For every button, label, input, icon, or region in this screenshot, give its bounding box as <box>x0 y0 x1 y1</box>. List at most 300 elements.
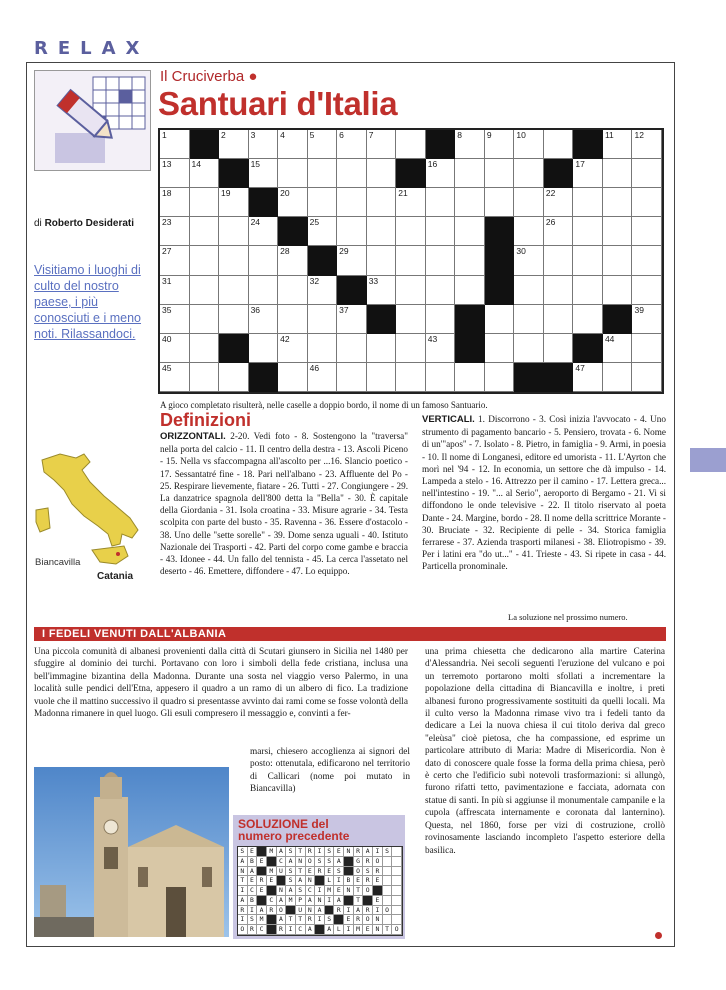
crossword-cell <box>160 217 190 246</box>
crossword-cell <box>190 188 220 217</box>
solution-cell: O <box>392 925 402 935</box>
solution-cell: O <box>383 906 393 916</box>
crossword-cell <box>337 363 367 392</box>
clue-number: 19 <box>221 188 231 199</box>
crossword-cell <box>573 188 603 217</box>
solution-cell: T <box>383 925 393 935</box>
map-label-town: Biancavilla <box>35 557 81 568</box>
solution-cell: I <box>238 915 248 925</box>
crossword-cell <box>160 305 190 334</box>
crossword-cell <box>308 130 338 159</box>
solution-cell: N <box>296 857 306 867</box>
solution-cell <box>383 876 393 886</box>
crossword-cell <box>544 276 574 305</box>
clue-number: 32 <box>309 275 320 286</box>
solution-cell: I <box>373 906 383 916</box>
clue-number: 28 <box>280 246 290 257</box>
clue-number: 9 <box>486 130 492 140</box>
author-line: di Roberto Desiderati <box>34 218 135 229</box>
crossword-cell <box>544 334 574 363</box>
solution-cell: S <box>325 857 335 867</box>
solution-cell <box>267 925 277 935</box>
solution-cell: S <box>325 847 335 857</box>
crossword-cell <box>219 334 249 363</box>
clue-number: 8 <box>457 130 463 140</box>
orizzontali-text: ORIZZONTALI. 2-20. Vedi foto - 8. Sostengono la "traversa" nella porta del calcio - 11. Il centro della destra - 13. Ascoli Piceno - 15. Nella vs sfaccompagna all'ascolto per ...16. Slancio poetico - 17. Sessantatré fine - 18. Pari nell'albano - 23. Affluente del Po - 25. Respirare lievemente, fiatare - 26. Tutti - 27. Congiungere - 29. La danzatrice spagnola dell'800 detta la "Bella" - 30. È capitale della Giordania - 31. Isola croatina - 33. Misure agrarie - 34. Testa scolpita con parte del busto - 35. Ravenna - 36. Essere d'ostacolo - 38. Uno delle "sette sorelle" - 39. Dome senza uguali - 40. Istituto Nazionale dei Trasporti - 42. Parti del corpo come gambe e braccia - 43. Idonee - 44. Un fallo del tennista - 45. La cerca l'assetato nel deserto - 46. Emettere, diffondere - 47. Lo equippo. <box>160 431 408 577</box>
crossword-cell <box>278 363 308 392</box>
solution-cell: O <box>238 925 248 935</box>
solution-cell: E <box>334 847 344 857</box>
solution-cell: A <box>363 847 373 857</box>
crossword-cell <box>632 363 662 392</box>
solution-cell: N <box>277 886 287 896</box>
crossword-cell <box>396 305 426 334</box>
crossword-cell <box>190 130 220 159</box>
clue-number: 13 <box>162 159 172 170</box>
solution-cell <box>383 886 393 896</box>
solution-cell: A <box>334 896 344 906</box>
verticali-text: VERTICALI. 1. Discorrono - 3. Così inizia l'avvocato - 4. Uno strumento di pagamento bancario - 5. Pensiero, trovata - 6. Nome di un'"apos" - 7. Isolato - 8. Pietro, in famiglia - 9. Armi, in poesia - 10. Il nome di Longanesi, editore ed umorista - 11. L'Ayrton che morì nel '94 - 12. In economia, un settore che dà impulso - 14. Lampeda a stelo - 16. Attrezzo per il camino - 17. Lettera greca... nell'intestino - 19. "... al Serio", aeroporto di Bergamo - 21. Vi si diffondono le onde televisive - 22. Il titolo riservato al poeta Dante - 24. Margine, bordo - 28. Il nome della scrittrice Morante - 30. Bruciate - 32. Recipiente di pelle - 34. Storica famiglia ferrarese - 37. Azienda trasporti milanesi - 38. Eliotropismo - 39. Per i latini era "do ut..." - 41. Trieste - 43. Si ripete in casa - 44. Particella pronominale. <box>422 414 666 572</box>
crossword-cell <box>160 276 190 305</box>
crossword-cell <box>249 276 279 305</box>
solution-cell: A <box>334 857 344 867</box>
crossword-cell <box>396 217 426 246</box>
solution-note: La soluzione nel prossimo numero. <box>508 612 628 622</box>
crossword-cell <box>367 305 397 334</box>
solution-cell: R <box>363 906 373 916</box>
crossword-cell <box>249 246 279 275</box>
solution-cell: A <box>286 857 296 867</box>
crossword-cell <box>278 130 308 159</box>
crossword-pencil-icon <box>34 70 151 171</box>
crossword-cell <box>485 334 515 363</box>
solution-cell <box>315 876 325 886</box>
solution-cell: I <box>315 847 325 857</box>
solution-cell: S <box>286 876 296 886</box>
crossword-cell <box>337 305 367 334</box>
crossword-grid <box>158 128 664 394</box>
crossword-cell <box>367 130 397 159</box>
crossword-cell <box>278 188 308 217</box>
solution-cell: E <box>257 886 267 896</box>
clue-number: 35 <box>162 304 172 315</box>
crossword-cell <box>219 159 249 188</box>
crossword-cell <box>544 130 574 159</box>
solution-cell: R <box>248 925 258 935</box>
solution-cell: A <box>325 925 335 935</box>
solution-cell <box>383 857 393 867</box>
clue-number: 39 <box>634 304 644 315</box>
solution-cell: B <box>344 876 354 886</box>
crossword-cell <box>544 305 574 334</box>
crossword-cell <box>337 334 367 363</box>
crossword-cell <box>396 130 426 159</box>
solution-cell <box>315 925 325 935</box>
crossword-cell <box>249 217 279 246</box>
clue-number: 16 <box>427 159 438 170</box>
solution-cell <box>392 886 402 896</box>
page-edge-tab <box>690 448 726 472</box>
solution-cell <box>373 886 383 896</box>
crossword-cell <box>485 246 515 275</box>
crossword-cell <box>426 159 456 188</box>
crossword-cell <box>485 130 515 159</box>
solution-cell: I <box>334 876 344 886</box>
crossword-cell <box>219 246 249 275</box>
crossword-cell <box>367 188 397 217</box>
solution-cell: N <box>238 867 248 877</box>
clue-number: 29 <box>339 246 349 257</box>
solution-cell: S <box>296 886 306 896</box>
solution-cell: E <box>363 925 373 935</box>
clue-number: 2 <box>221 130 226 140</box>
solution-cell: A <box>238 857 248 867</box>
solution-cell: A <box>296 876 306 886</box>
crossword-cell <box>249 334 279 363</box>
crossword-cell <box>426 130 456 159</box>
crossword-cell <box>573 305 603 334</box>
crossword-cell <box>367 246 397 275</box>
solution-cell <box>392 896 402 906</box>
crossword-cell <box>603 276 633 305</box>
solution-cell: R <box>363 876 373 886</box>
solution-cell: C <box>248 886 258 896</box>
crossword-cell <box>426 188 456 217</box>
solution-cell: R <box>277 925 287 935</box>
solution-cell: S <box>334 867 344 877</box>
solution-cell: R <box>354 915 364 925</box>
crossword-cell <box>632 334 662 363</box>
crossword-cell <box>485 363 515 392</box>
solution-cell: A <box>248 867 258 877</box>
crossword-cell <box>337 217 367 246</box>
solution-cell: I <box>373 847 383 857</box>
crossword-cell <box>367 363 397 392</box>
solution-cell <box>344 896 354 906</box>
solution-cell: C <box>296 925 306 935</box>
crossword-cell <box>514 276 544 305</box>
clue-number: 40 <box>162 333 172 344</box>
solution-cell: S <box>363 867 373 877</box>
crossword-cell <box>632 130 662 159</box>
crossword-cell <box>455 246 485 275</box>
crossword-cell <box>485 276 515 305</box>
crossword-cell <box>367 276 397 305</box>
solution-cell: I <box>315 915 325 925</box>
solution-cell: C <box>267 896 277 906</box>
clue-number: 47 <box>575 362 585 373</box>
solution-cell: I <box>325 896 335 906</box>
solution-title: SOLUZIONE del numero precedente <box>238 817 350 843</box>
solution-cell <box>383 915 393 925</box>
clue-number: 24 <box>250 217 261 228</box>
crossword-cell <box>337 130 367 159</box>
solution-cell: R <box>306 847 316 857</box>
solution-cell: O <box>373 857 383 867</box>
solution-cell: A <box>354 906 364 916</box>
crossword-cell <box>337 246 367 275</box>
solution-cell: E <box>334 886 344 896</box>
solution-cell: P <box>296 896 306 906</box>
crossword-cell <box>573 334 603 363</box>
solution-cell: T <box>296 847 306 857</box>
clue-number: 6 <box>339 130 344 140</box>
crossword-cell <box>308 246 338 275</box>
solution-cell: O <box>363 915 373 925</box>
solution-cell <box>277 876 287 886</box>
solution-cell: M <box>354 925 364 935</box>
clue-number: 4 <box>280 130 285 140</box>
clue-number: 18 <box>162 188 172 199</box>
crossword-cell <box>455 217 485 246</box>
crossword-cell <box>603 217 633 246</box>
definitions-title: Definizioni <box>160 410 251 430</box>
crossword-cell <box>160 334 190 363</box>
basilica-photo <box>34 767 229 937</box>
crossword-cell <box>514 305 544 334</box>
crossword-cell <box>426 246 456 275</box>
clue-number: 27 <box>162 246 172 257</box>
solution-cell <box>392 857 402 867</box>
crossword-cell <box>544 363 574 392</box>
crossword-cell <box>249 159 279 188</box>
solution-cell: A <box>257 906 267 916</box>
clue-number: 21 <box>398 188 408 199</box>
crossword-cell <box>426 334 456 363</box>
solution-cell <box>383 896 393 906</box>
crossword-cell <box>426 305 456 334</box>
crossword-cell <box>632 188 662 217</box>
crossword-cell <box>249 363 279 392</box>
solution-cell: S <box>248 915 258 925</box>
solution-cell: T <box>286 915 296 925</box>
solution-cell: L <box>334 925 344 935</box>
solution-cell: E <box>344 915 354 925</box>
solution-cell: G <box>354 857 364 867</box>
crossword-cell <box>455 276 485 305</box>
crossword-cell <box>190 305 220 334</box>
crossword-cell <box>190 334 220 363</box>
clue-number: 46 <box>309 362 320 373</box>
clue-number: 3 <box>250 130 256 140</box>
solution-cell: A <box>315 906 325 916</box>
solution-cell: E <box>373 876 383 886</box>
crossword-cell <box>544 188 574 217</box>
crossword-cell <box>160 363 190 392</box>
crossword-cell <box>632 159 662 188</box>
solution-cell <box>334 915 344 925</box>
solution-cell: C <box>306 886 316 896</box>
crossword-cell <box>308 334 338 363</box>
crossword-cell <box>308 363 338 392</box>
clue-number: 10 <box>516 130 526 140</box>
solution-cell <box>257 867 267 877</box>
solution-cell: R <box>334 906 344 916</box>
solution-cell: U <box>277 867 287 877</box>
crossword-cell <box>396 246 426 275</box>
clue-number: 5 <box>309 130 315 140</box>
solution-cell: N <box>306 906 316 916</box>
solution-cell: O <box>354 867 364 877</box>
solution-cell: I <box>238 886 248 896</box>
crossword-cell <box>160 159 190 188</box>
solution-cell: M <box>257 915 267 925</box>
crossword-cell <box>485 159 515 188</box>
crossword-cell <box>514 363 544 392</box>
solution-cell: S <box>286 867 296 877</box>
solution-cell: B <box>248 896 258 906</box>
crossword-cell <box>485 217 515 246</box>
crossword-cell <box>249 305 279 334</box>
crossword-cell <box>190 363 220 392</box>
solution-cell: E <box>267 876 277 886</box>
crossword-cell <box>219 305 249 334</box>
clue-number: 14 <box>191 159 201 170</box>
solution-cell: A <box>286 886 296 896</box>
crossword-cell <box>308 305 338 334</box>
crossword-cell <box>573 246 603 275</box>
solution-cell <box>392 867 402 877</box>
solution-cell: I <box>344 925 354 935</box>
solution-cell: I <box>315 886 325 896</box>
clue-number: 1 <box>162 130 167 140</box>
clue-number: 37 <box>339 304 349 315</box>
crossword-cell <box>603 159 633 188</box>
article-paragraph-1: Una piccola comunità di albanesi provenienti dalla città di Scutari giunsero in Sicilia nel 1480 per sfuggire al dominio dei turchi. Portavano con loro i simboli della fede cristiana, inclusa una bell'immagine bizantina della Madonna. Durante una sosta nel viaggio verso Palermo, in una località sulle pendici dell'Etna, appesero il quadro a un ramo di un albero di fico. La tradizione vuole che il mattino successivo il quadro si presentasse avvinto dai rami come se fosse volontà della Madonna rimanere in quel luogo. Gli esuli compresero il messaggio e, convinti a fer- <box>34 647 408 720</box>
crossword-cell <box>308 217 338 246</box>
crossword-cell <box>485 305 515 334</box>
crossword-cell <box>278 305 308 334</box>
solution-cell <box>392 915 402 925</box>
solution-cell: R <box>315 867 325 877</box>
end-mark-icon <box>655 932 662 939</box>
article-heading: I FEDELI VENUTI DALL'ALBANIA <box>42 628 227 640</box>
crossword-cell <box>573 130 603 159</box>
page-title: Santuari d'Italia <box>158 85 398 122</box>
clue-number: 11 <box>604 130 614 140</box>
solution-cell: E <box>257 857 267 867</box>
crossword-cell <box>426 363 456 392</box>
crossword-cell <box>544 246 574 275</box>
clue-number: 31 <box>162 275 172 286</box>
crossword-cell <box>455 363 485 392</box>
clue-number: 43 <box>427 333 438 344</box>
solution-cell: B <box>248 857 258 867</box>
crossword-cell <box>514 159 544 188</box>
crossword-cell <box>396 334 426 363</box>
crossword-cell <box>544 159 574 188</box>
solution-cell <box>257 847 267 857</box>
clue-number: 7 <box>368 130 374 140</box>
solution-cell: O <box>363 886 373 896</box>
crossword-cell <box>367 159 397 188</box>
clue-number: 25 <box>309 217 320 228</box>
crossword-cell <box>308 276 338 305</box>
kicker: Il Cruciverba ● <box>160 68 258 85</box>
solution-cell: R <box>363 857 373 867</box>
crossword-cell <box>632 305 662 334</box>
crossword-cell <box>308 159 338 188</box>
solution-cell: S <box>383 847 393 857</box>
crossword-cell <box>455 334 485 363</box>
solution-cell: O <box>306 857 316 867</box>
crossword-cell <box>396 159 426 188</box>
solution-cell: E <box>373 896 383 906</box>
crossword-cell <box>278 334 308 363</box>
map-label-city: Catania <box>97 571 134 582</box>
solution-cell: A <box>277 896 287 906</box>
solution-cell: A <box>306 896 316 906</box>
solution-cell: A <box>277 915 287 925</box>
crossword-cell <box>573 276 603 305</box>
crossword-cell <box>426 276 456 305</box>
solution-cell: M <box>286 896 296 906</box>
crossword-cell <box>514 246 544 275</box>
solution-cell: C <box>257 925 267 935</box>
solution-cell <box>392 847 402 857</box>
crossword-cell <box>219 130 249 159</box>
crossword-cell <box>190 246 220 275</box>
solution-cell: S <box>315 857 325 867</box>
crossword-cell <box>455 305 485 334</box>
crossword-cell <box>396 188 426 217</box>
solution-cell: R <box>306 915 316 925</box>
crossword-cell <box>632 246 662 275</box>
crossword-cell <box>573 159 603 188</box>
crossword-cell <box>514 334 544 363</box>
crossword-cell <box>632 276 662 305</box>
clue-number: 30 <box>516 246 526 257</box>
crossword-cell <box>160 130 190 159</box>
clue-number: 26 <box>545 217 556 228</box>
crossword-cell <box>278 217 308 246</box>
solution-cell: E <box>248 847 258 857</box>
crossword-cell <box>337 188 367 217</box>
solution-cell <box>267 857 277 867</box>
grid-caption: A gioco completato risulterà, nelle caselle a doppio bordo, il nome di un famoso Santuario. <box>160 400 488 410</box>
solution-cell <box>325 906 335 916</box>
article-paragraph-3: una prima chiesetta che dedicarono alla martire Caterina d'Alessandria. Nei secoli seguenti l'eruzione del vulcano e poi un terremoto portarono molti sfollati a incrementare la popolazione della cittadina di Biancavilla e inoltre, i preti albanesi furono progressivamente sostituiti da quelli locali. Ma il culto verso la Madonna rimase vivo tra i fedeli tanto da dedicare a Lei la nuova chiesa il cui titolo deriva dal greco "eleùsa" cioè pietosa, che ha compassione, ed esprime un particolare attributo di Maria: Madre di Misericordia. Non è dato di conoscere quale fosse la forma della prima chiesa, però è certo che l'edificio subì notevoli trasformazioni: si allungò, furono rifatti tetto, pavimentazione e facciata, adornata con statue di santi. In più si aggiunse il monumentale campanile e la cupola (affrescata internamente e coronata dal lanternino). Questa, nel 1860, forse per vizi di costruzione, crollò rovinosamente lasciando incompleto l'aspetto esteriore della basilica. <box>425 647 665 856</box>
solution-cell <box>286 906 296 916</box>
crossword-cell <box>337 276 367 305</box>
solution-cell: N <box>306 876 316 886</box>
crossword-cell <box>190 217 220 246</box>
solution-grid <box>237 846 403 936</box>
crossword-cell <box>278 159 308 188</box>
solution-cell: R <box>238 906 248 916</box>
solution-cell: A <box>277 847 287 857</box>
crossword-cell <box>308 188 338 217</box>
solution-cell: S <box>325 915 335 925</box>
crossword-cell <box>455 159 485 188</box>
crossword-cell <box>278 246 308 275</box>
crossword-cell <box>603 246 633 275</box>
crossword-cell <box>219 188 249 217</box>
solution-cell: A <box>238 896 248 906</box>
crossword-cell <box>219 276 249 305</box>
crossword-cell <box>573 363 603 392</box>
solution-cell <box>257 896 267 906</box>
crossword-cell <box>426 217 456 246</box>
crossword-cell <box>514 130 544 159</box>
solution-cell: N <box>315 896 325 906</box>
solution-cell: T <box>238 876 248 886</box>
crossword-cell <box>160 246 190 275</box>
solution-cell <box>344 857 354 867</box>
crossword-cell <box>190 276 220 305</box>
solution-cell <box>392 906 402 916</box>
crossword-cell <box>249 188 279 217</box>
